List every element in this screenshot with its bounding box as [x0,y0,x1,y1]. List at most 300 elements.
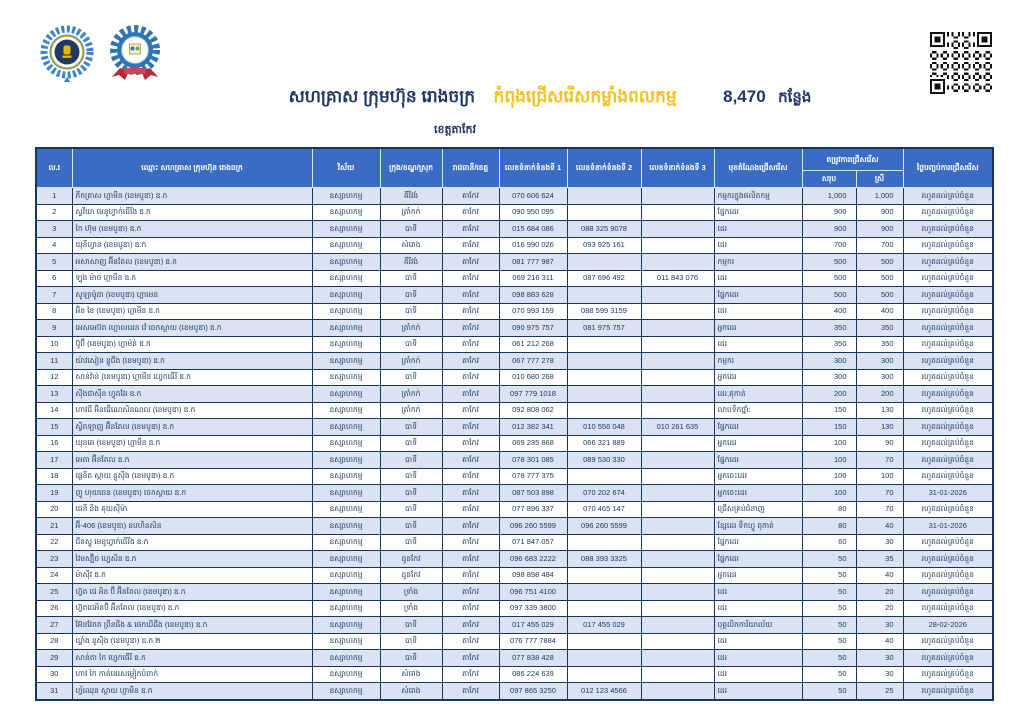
cell-no: 14 [36,402,72,419]
cell-district: ត្រាំកក់ [380,320,442,337]
title-highlight: កំពុងជ្រើសរើសកម្លាំងពលកម្ម [493,87,677,106]
cell-phone1: 081 777 987 [499,254,567,271]
table-row [36,254,993,271]
cell-end_date: រហូតដល់គ្រប់ចំនួន [903,287,993,304]
cell-no: 4 [36,237,72,254]
cell-phone2: 096 260 5599 [567,518,641,535]
cell-female: 400 [856,303,903,320]
cell-name: ជេនី និង គុយស៊ីម៉ា [72,501,312,518]
cell-sector: ឧស្សាហកម្ម [312,402,380,419]
cell-no: 22 [36,534,72,551]
cell-sector: ឧស្សាហកម្ម [312,419,380,436]
cell-name: ឃ្វាំង ខូស៊ិង (ខេមបូឌា) ឌ.ក ២ [72,633,312,650]
cell-name: ស្វីតឡាញ អ៊ីនតែល (ខេមបូឌា) ឌ.ក [72,419,312,436]
cell-position: ដេរ,តុកាត់ [714,386,802,403]
cell-no: 28 [36,633,72,650]
cell-phone2: 017 455 029 [567,617,641,634]
cell-name: អ៊ិន ខៃ (ខេមបូឌា) ហ្គាមីន ឌ.ក [72,303,312,320]
cell-no: 2 [36,204,72,221]
cell-sector: ឧស្សាហកម្ម [312,485,380,502]
cell-position: អ្នកចេះដេរ [714,468,802,485]
cell-female: 35 [856,551,903,568]
cell-phone3 [641,287,714,304]
cell-position: ដេរ [714,336,802,353]
cell-phone1: 078 301 085 [499,452,567,469]
cell-position: ដេរ [714,600,802,617]
cell-province: តាកែវ [442,683,499,700]
cell-no: 17 [36,452,72,469]
col-header-phone2: លេខទំនាក់ទំនងទី 2 [567,148,641,188]
cell-phone1: 098 883 628 [499,287,567,304]
cell-district: បាទី [380,287,442,304]
cell-province: តាកែវ [442,254,499,271]
table-row [36,617,993,634]
cell-end_date: 28-02-2026 [903,617,993,634]
cell-phone2 [567,534,641,551]
cell-phone1: 069 216 311 [499,270,567,287]
cell-end_date: រហូតដល់គ្រប់ចំនួន [903,633,993,650]
table-row [36,567,993,584]
cell-total: 500 [802,254,856,271]
cell-end_date: រហូតដល់គ្រប់ចំនួន [903,567,993,584]
cell-female: 30 [856,534,903,551]
cell-phone1: 071 847 057 [499,534,567,551]
table-row [36,468,993,485]
table-row [36,501,993,518]
cell-end_date: រហូតដល់គ្រប់ចំនួន [903,237,993,254]
cell-name: យុនីហ្វាន (ខេមបូឌា) ឌ.ក [72,237,312,254]
cell-phone1: 090 975 757 [499,320,567,337]
cell-position: លាបទឹកថ្នាំ: [714,402,802,419]
cell-no: 21 [36,518,72,535]
cell-phone3 [641,468,714,485]
cell-no: 30 [36,666,72,683]
table-row [36,270,993,287]
cell-province: តាកែវ [442,518,499,535]
cell-end_date: រហូតដល់គ្រប់ចំនួន [903,468,993,485]
cell-sector: ឧស្សាហកម្ម [312,336,380,353]
cell-phone3 [641,518,714,535]
cell-end_date: រហូតដល់គ្រប់ចំនួន [903,584,993,601]
table-row [36,237,993,254]
cell-phone2 [567,402,641,419]
cell-phone3 [641,485,714,502]
cell-phone3 [641,303,714,320]
cell-female: 100 [856,468,903,485]
cell-phone1: 097 339 3800 [499,600,567,617]
cell-phone2 [567,633,641,650]
cell-province: តាកែវ [442,633,499,650]
cell-position: កម្មករ [714,254,802,271]
cell-position: អ្នកចេះដេរ [714,485,802,502]
cell-phone2: 081 975 757 [567,320,641,337]
cell-total: 50 [802,633,856,650]
table-row [36,353,993,370]
cell-phone3 [641,600,714,617]
cell-phone2 [567,353,641,370]
cell-phone3 [641,336,714,353]
col-header-phone1: លេខទំនាក់ទំនងទី 1 [499,148,567,188]
cell-end_date: រហូតដល់គ្រប់ចំនួន [903,320,993,337]
cell-total: 60 [802,534,856,551]
cell-district: បាទី [380,501,442,518]
cell-province: តាកែវ [442,369,499,386]
cell-no: 18 [36,468,72,485]
table-body [36,188,993,700]
cell-name: អេសអេប៊ត ហ្គោលដេន វ៉េ ចេកស្គាយ (ខេមបូឌា) ឌ.ក [72,320,312,337]
cell-phone1: 069 235 868 [499,435,567,452]
cell-end_date: រហូតដល់គ្រប់ចំនួន [903,221,993,238]
title-prefix: សហគ្រាស ក្រុមហ៊ុន រោងចក្រ [288,87,476,106]
cell-sector: ឧស្សាហកម្ម [312,369,380,386]
cell-phone2 [567,386,641,403]
cell-phone3 [641,666,714,683]
cell-end_date: រហូតដល់គ្រប់ចំនួន [903,501,993,518]
cell-no: 29 [36,650,72,667]
cell-province: តាកែវ [442,650,499,667]
cell-no: 1 [36,188,72,205]
cell-position: អ្នកដេរ [714,320,802,337]
cell-name: ញូ ហុយចេន (ខេមបូឌា) ចេកស្គាយ ឌ.ក [72,485,312,502]
cell-phone3 [641,402,714,419]
page-title [38,86,1024,111]
cell-sector: ឧស្សាហកម្ម [312,633,380,650]
cell-name: ហ្វ័រឈុន ស្កាយ ហ្គាមីន ឌ.ក [72,683,312,700]
cell-total: 50 [802,617,856,634]
cell-province: តាកែវ [442,336,499,353]
cell-district: បាទី [380,419,442,436]
cell-position: បុគ្គលិកការិយាល័យ [714,617,802,634]
cell-phone1: 016 990 026 [499,237,567,254]
cell-phone2 [567,650,641,667]
cell-position: ជ្រើសគ្រប់ជំនាញ [714,501,802,518]
cell-phone2 [567,336,641,353]
col-header-name: ឈ្មោះ សហគ្រាស ក្រុមហ៊ុន រោងចក្រ [72,148,312,188]
cell-province: តាកែវ [442,204,499,221]
cell-female: 350 [856,336,903,353]
cell-phone2 [567,567,641,584]
cell-province: តាកែវ [442,584,499,601]
cell-no: 9 [36,320,72,337]
cell-no: 26 [36,600,72,617]
recruitment-table [35,147,994,701]
cell-phone1: 090 950 095 [499,204,567,221]
cell-sector: ឧស្សាហកម្ម [312,452,380,469]
cell-female: 40 [856,518,903,535]
cell-sector: ឧស្សាហកម្ម [312,386,380,403]
cell-sector: ឧស្សាហកម្ម [312,617,380,634]
cell-no: 25 [36,584,72,601]
cell-province: តាកែវ [442,237,499,254]
header-logos [38,24,164,84]
cell-phone1: 097 865 3250 [499,683,567,700]
cell-phone3 [641,452,714,469]
cell-total: 80 [802,518,856,535]
cell-name: វៃមស្ប៊ិច ហ្វេសិន ឌ.ក [72,551,312,568]
cell-name: អ៊ែនវែកត ព្រីនធីង & ផេកឃីជីង (ខេមបូឌា) ឌ.ក [72,617,312,634]
cell-phone3 [641,584,714,601]
cell-position: ដេរ [714,221,802,238]
col-header-province: រាជធានី/ខេត្ត [442,148,499,188]
cell-end_date: រហូតដល់គ្រប់ចំនួន [903,600,993,617]
cell-province: តាកែវ [442,485,499,502]
table-row [36,485,993,502]
cell-sector: ឧស្សាហកម្ម [312,287,380,304]
cell-end_date: រហូតដល់គ្រប់ចំនួន [903,270,993,287]
cell-total: 50 [802,683,856,700]
cell-province: តាកែវ [442,617,499,634]
cell-position: អ្នកដេរ [714,369,802,386]
cell-phone3 [641,254,714,271]
cell-sector: ឧស្សាហកម្ម [312,534,380,551]
cell-end_date: រហូតដល់គ្រប់ចំនួន [903,534,993,551]
cell-phone2: 088 325 9078 [567,221,641,238]
cell-phone1: 087 503 898 [499,485,567,502]
cell-phone3 [641,551,714,568]
cell-position: អ្នកដេរ [714,567,802,584]
cell-phone3 [641,204,714,221]
cell-total: 80 [802,501,856,518]
cell-sector: ឧស្សាហកម្ម [312,320,380,337]
cell-sector: ឧស្សាហកម្ម [312,551,380,568]
cell-position: ផ្នែកដេរ [714,551,802,568]
cell-phone3 [641,320,714,337]
cell-district: បាទី [380,534,442,551]
cell-position: ដេរ [714,633,802,650]
table-row [36,336,993,353]
cell-phone2 [567,666,641,683]
cell-district: គីរីវង់ [380,188,442,205]
cell-female: 20 [856,600,903,617]
table-row [36,666,993,683]
cell-total: 50 [802,584,856,601]
cell-district: បាទី [380,435,442,452]
cell-phone1: 086 224 639 [499,666,567,683]
cell-no: 31 [36,683,72,700]
cell-position: ខ្សែដេរ ទឹកហ្វូ តុកាត់ [714,518,802,535]
cell-phone2 [567,188,641,205]
col-header-district: ក្រុង/ខណ្ឌ/ស្រុក [380,148,442,188]
cell-phone2: 070 465 147 [567,501,641,518]
cell-district: ទ្រាំង [380,600,442,617]
cell-name: កៃ ហ៊ុម (ខេមបូឌា) ឌ.ក [72,221,312,238]
cell-name: សាន់តា កៃ ហ្វេកធើរី ឌ.ក [72,650,312,667]
cell-no: 27 [36,617,72,634]
cell-phone3: 010 261 635 [641,419,714,436]
cell-no: 10 [36,336,72,353]
cell-phone1: 096 260 5599 [499,518,567,535]
cell-phone3 [641,567,714,584]
cell-district: ត្រាំកក់ [380,204,442,221]
cell-no: 13 [36,386,72,403]
cell-province: តាកែវ [442,567,499,584]
cell-name: អេតា អ៊ីនតែល ឌ.ក [72,452,312,469]
cell-sector: ឧស្សាហកម្ម [312,237,380,254]
cell-end_date: រហូតដល់គ្រប់ចំនួន [903,188,993,205]
cell-province: តាកែវ [442,600,499,617]
cell-end_date: រហូតដល់គ្រប់ចំនួន [903,435,993,452]
cell-female: 20 [856,584,903,601]
cell-end_date: រហូតដល់គ្រប់ចំនួន [903,551,993,568]
cell-sector: ឧស្សាហកម្ម [312,270,380,287]
cell-district: បាទី [380,485,442,502]
cell-district: បាទី [380,336,442,353]
cell-total: 300 [802,353,856,370]
cell-sector: ឧស្សាហកម្ម [312,353,380,370]
cell-sector: ឧស្សាហកម្ម [312,435,380,452]
cell-end_date: រហូតដល់គ្រប់ចំនួន [903,336,993,353]
cell-district: បាទី [380,518,442,535]
cell-phone3 [641,617,714,634]
table-row [36,600,993,617]
cell-name: ទ្បុង ម៉ាច ហ្គាមីន ឌ.ក [72,270,312,287]
cell-no: 15 [36,419,72,436]
cell-female: 500 [856,254,903,271]
cell-district: ដូនកែវ [380,551,442,568]
col-header-no: ល.រ [36,148,72,188]
cell-female: 1,000 [856,188,903,205]
cell-female: 70 [856,501,903,518]
cell-province: តាកែវ [442,221,499,238]
cell-province: តាកែវ [442,501,499,518]
cell-total: 100 [802,485,856,502]
cell-end_date: រហូតដល់គ្រប់ចំនួន [903,666,993,683]
cell-province: តាកែវ [442,287,499,304]
cell-phone1: 096 683 2222 [499,551,567,568]
table-row [36,287,993,304]
cell-province: តាកែវ [442,666,499,683]
cell-phone2: 093 925 161 [567,237,641,254]
cell-total: 1,000 [802,188,856,205]
cell-total: 900 [802,204,856,221]
cell-name: សូឡាម៉ូដា (ខេមបូឌា) ហ្គាមេន [72,287,312,304]
cell-district: បាទី [380,303,442,320]
cell-phone2 [567,468,641,485]
cell-position: ផ្នែកដេរ [714,204,802,221]
cell-sector: ឧស្សាហកម្ម [312,468,380,485]
cell-no: 12 [36,369,72,386]
table-header [36,148,993,188]
cell-no: 16 [36,435,72,452]
cell-sector: ឧស្សាហកម្ម [312,254,380,271]
cell-female: 300 [856,369,903,386]
cell-end_date: រហូតដល់គ្រប់ចំនួន [903,204,993,221]
cell-sector: ឧស្សាហកម្ម [312,584,380,601]
cell-female: 300 [856,353,903,370]
vacancy-count: 8,470 [723,87,766,106]
table-row [36,650,993,667]
cell-female: 40 [856,633,903,650]
laurel-wreath-logo-icon [38,24,96,84]
col-header-sector: វិស័យ [312,148,380,188]
cell-sector: ឧស្សាហកម្ម [312,600,380,617]
cell-district: បាទី [380,650,442,667]
cell-no: 11 [36,353,72,370]
cell-phone1: 097 779 1018 [499,386,567,403]
cell-province: តាកែវ [442,320,499,337]
table-row [36,551,993,568]
cell-total: 700 [802,237,856,254]
cell-sector: ឧស្សាហកម្ម [312,666,380,683]
cell-position: ដេរ [714,270,802,287]
cell-phone1: 070 606 624 [499,188,567,205]
table-row [36,518,993,535]
cell-phone2 [567,584,641,601]
cell-no: 7 [36,287,72,304]
cell-name: ស៊ីងជាស៊ីន ហ្វុតវែរ ឌ.ក [72,386,312,403]
table-row [36,204,993,221]
col-header-female: ស្រី [856,171,903,188]
table-row [36,584,993,601]
cell-district: បាទី [380,468,442,485]
cell-phone1: 070 993 159 [499,303,567,320]
cell-name: ហ្វ៊តជេអិនប៊ី អ៊ីនតែល (ខេមបូឌា) ឌ.ក [72,600,312,617]
cell-end_date: រហូតដល់គ្រប់ចំនួន [903,419,993,436]
cell-total: 50 [802,650,856,667]
cell-sector: ឧស្សាហកម្ម [312,518,380,535]
cell-end_date: 31-01-2026 [903,485,993,502]
cell-district: បាទី [380,633,442,650]
cell-phone3 [641,188,714,205]
cell-district: គីរីវង់ [380,254,442,271]
cell-phone1: 067 777 278 [499,353,567,370]
cell-total: 50 [802,567,856,584]
cell-district: បាទី [380,221,442,238]
col-header-total: សរុប [802,171,856,188]
cell-position: ផ្នែកដេរ [714,452,802,469]
cell-total: 50 [802,551,856,568]
cell-phone3 [641,683,714,700]
cell-total: 150 [802,402,856,419]
cell-province: តាកែវ [442,551,499,568]
cell-phone2: 066 321 889 [567,435,641,452]
cell-position: ដេរ [714,666,802,683]
cell-phone2: 012 123 4566 [567,683,641,700]
cell-name: អសាសាញ អ៊ីនតែល (ខេមបូឌា) ឌ.ក [72,254,312,271]
cell-phone3 [641,501,714,518]
cell-district: ត្រាំកក់ [380,353,442,370]
cell-phone1: 061 212 268 [499,336,567,353]
cell-end_date: រហូតដល់គ្រប់ចំនួន [903,650,993,667]
cell-phone2 [567,254,641,271]
cell-district: ដូនកែវ [380,567,442,584]
cell-province: តាកែវ [442,534,499,551]
cell-province: តាកែវ [442,188,499,205]
cell-phone2: 088 393 3325 [567,551,641,568]
cell-district: បាទី [380,369,442,386]
cell-position: ផ្នែកដេរ [714,419,802,436]
table-row [36,320,993,337]
cell-sector: ឧស្សាហកម្ម [312,188,380,205]
cell-female: 900 [856,221,903,238]
cell-sector: ឧស្សាហកម្ម [312,501,380,518]
cell-position: ដេរ [714,303,802,320]
cell-district: សំរោង [380,237,442,254]
cell-phone3 [641,435,714,452]
cell-phone3 [641,237,714,254]
cell-end_date: រហូតដល់គ្រប់ចំនួន [903,402,993,419]
cell-position: ដេរ [714,584,802,601]
cell-sector: ឧស្សាហកម្ម [312,204,380,221]
cell-female: 90 [856,435,903,452]
cell-phone2: 088 599 3159 [567,303,641,320]
cell-phone1: 012 382 341 [499,419,567,436]
cell-name: ហាវ កៃ កាត់ដេរសម្លៀកបំពាក់ [72,666,312,683]
cell-phone3 [641,353,714,370]
province-subtitle: ខេត្តតាកែវ [434,124,476,136]
cell-end_date: រហូតដល់គ្រប់ចំនួន [903,386,993,403]
cell-position: ដេរ [714,237,802,254]
